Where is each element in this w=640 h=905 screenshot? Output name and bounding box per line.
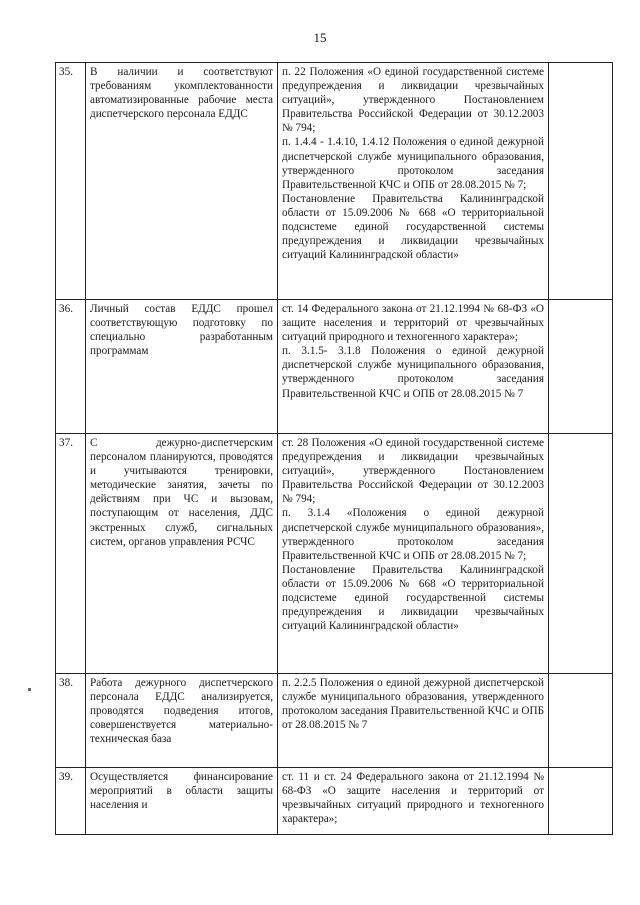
legal-basis-paragraph: ст. 14 Федерального закона от 21.12.1994 № 68-ФЗ «О защите населения и территорий от чрезвычайных ситуаций природного и техногенного характера»;: [282, 303, 544, 344]
table-row: [56, 768, 613, 835]
row-number: 37.: [56, 434, 86, 674]
table-row: [56, 63, 613, 300]
legal-basis: [278, 674, 549, 768]
requirements-table: [55, 62, 613, 835]
table-row: [56, 434, 613, 674]
row-number: 38.: [56, 674, 86, 768]
requirement-text: Работа дежурного диспетчерского персонала ЕДДС анализируется, проводятся подведения итогов, совершенствуется материально-техническая база: [86, 674, 278, 768]
legal-basis: [278, 434, 549, 674]
legal-basis-paragraph: Постановление Правительства Калининградской области от 15.09.2006 № 668 «О территориальной подсистеме единой государственной системы предупреждения и ликвидации чрезвычайных ситуаций Калининградской области»: [282, 192, 544, 262]
legal-basis-paragraph: п. 22 Положения «О единой государственной системе предупреждения и ликвидации чрезвычайных ситуаций», утвержденного Постановлением Правительства Российской Федерации от 30.12.2003 № 794;: [282, 66, 544, 135]
compliance-mark-cell: [549, 768, 613, 835]
row-number: 36.: [56, 300, 86, 434]
page-number: 15: [313, 30, 327, 45]
legal-basis-paragraph: ст. 11 и ст. 24 Федерального закона от 21.12.1994 № 68-ФЗ «О защите населения и территорий от чрезвычайных ситуаций природного и техногенного характера»;: [282, 771, 544, 826]
legal-basis: [278, 63, 549, 300]
table-row: [56, 300, 613, 434]
row-number: 39.: [56, 768, 86, 835]
compliance-mark-cell: [549, 434, 613, 674]
compliance-mark-cell: [549, 674, 613, 768]
scan-mark: [28, 688, 31, 691]
legal-basis-paragraph: п. 3.1.4 «Положения о единой дежурной диспетчерской службе муниципального образования», утвержденного протоколом заседания Правительственной КЧС и ОПБ от 28.08.2015 № 7;: [282, 507, 544, 562]
requirement-text: Личный состав ЕДДС прошел соответствующую подготовку по специально разработанным программам: [86, 300, 278, 434]
row-number: 35.: [56, 63, 86, 300]
requirement-text: В наличии и соответствуют требованиям укомплектованности автоматизированные рабочие места диспетчерского персонала ЕДДС: [86, 63, 278, 300]
requirement-text: С дежурно-диспетчерским персоналом планируются, проводятся и учитываются тренировки, методические занятия, зачеты по действиям при ЧС и вызовам, поступающим от населения, ДДС экстренных служб, сигнальных систем, органов управления РСЧС: [86, 434, 278, 674]
compliance-mark-cell: [549, 300, 613, 434]
legal-basis-paragraph: ст. 28 Положения «О единой государственной системе предупреждения и ликвидации чрезвычайных ситуаций», утвержденного Постановлением Правительства Российской Федерации от 30.12.2003 № 794;: [282, 437, 544, 506]
table-row: [56, 674, 613, 768]
legal-basis-paragraph: п. 3.1.5- 3.1.8 Положения о единой дежурной диспетчерской службе муниципального образования, утвержденного протоколом заседания Правительственной КЧС и ОПБ от 28.08.2015 № 7: [282, 345, 544, 400]
requirements-table-body: [56, 63, 613, 835]
legal-basis: [278, 768, 549, 835]
legal-basis-paragraph: п. 1.4.4 - 1.4.10, 1.4.12 Положения о единой дежурной диспетчерской службе муниципального образования, утвержденного протоколом заседания Правительственной КЧС и ОПБ от 28.08.2015 № 7;: [282, 136, 544, 191]
legal-basis-paragraph: Постановление Правительства Калининградской области от 15.09.2006 № 668 «О территориальной подсистеме единой государственной системы предупреждения и ликвидации чрезвычайных ситуаций Калининградской области»: [282, 563, 544, 633]
requirement-text: Осуществляется финансирование мероприятий в области защиты населения и: [86, 768, 278, 835]
legal-basis-paragraph: п. 2.2.5 Положения о единой дежурной диспетчерской службе муниципального образования, утвержденного протоколом заседания Правительственной КЧС и ОПБ от 28.08.2015 № 7: [282, 677, 544, 732]
legal-basis: [278, 300, 549, 434]
compliance-mark-cell: [549, 63, 613, 300]
